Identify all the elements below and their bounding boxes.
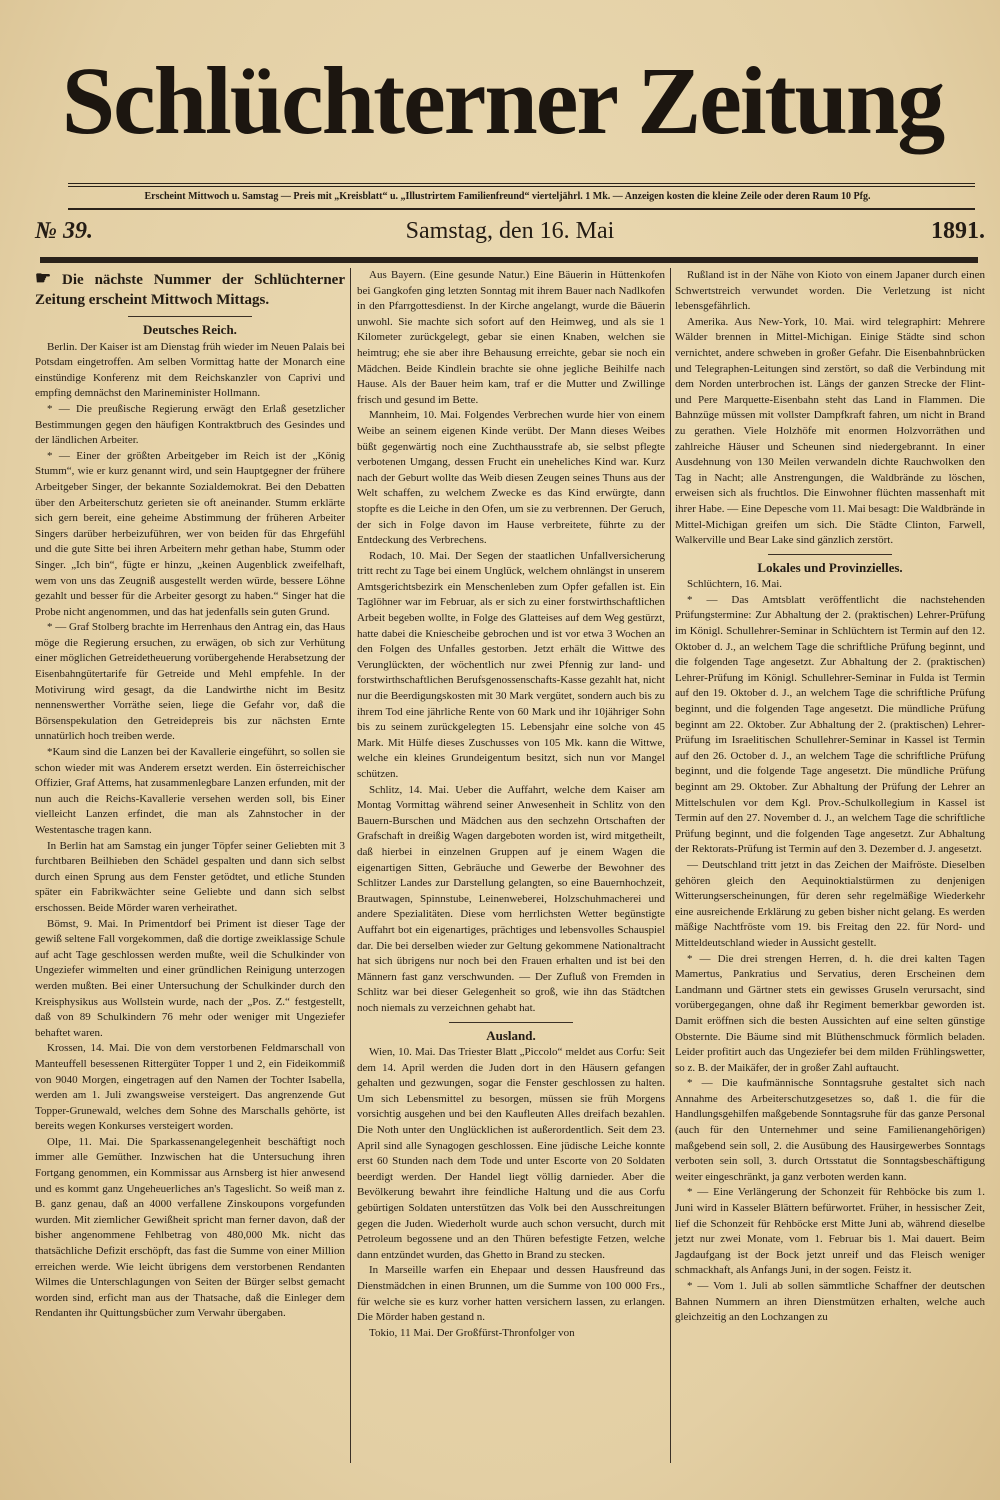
column-3 — [675, 268, 985, 1326]
article-paragraph: Wien, 10. Mai. Das Triester Blatt „Piccolo“ meldet aus Corfu: Seit dem 14. April werden die Juden dort in den Häusern gefangen gehalten und gezwungen, sogar die Fenster geschlossen zu halten. Um sich Lebensmittel zu besorgen, müssen sie früh Morgens vorsichtig ausgehen und bei den Kaufleuten Alles dreifach bezahlen. Die Noth unter den Unglücklichen ist außerordentlich. Seit dem 23. April sind alle Synagogen geschlossen. Eine jüdische Leiche konnte erst 60 Stunden nach dem Tode und unter Escorte von 20 Soldaten beerdigt werden. Der Handel liegt völlig darnieder. Aber die Bevölkerung bewahrt ihre feindliche Haltung und die aus Corfu gebürtigen Soldaten unterstützen das Volk bei den Ausschreitungen gegen die Juden. Wiederholt wurde auch schon versucht, durch mit Petroleum begossene und an den Thüren befestigte Fetzen, welche dann entzündet wurden, das Ghetto in Brand zu stecken. — [357, 1046, 665, 1261]
article-paragraph: Mannheim, 10. Mai. Folgendes Verbrechen wurde hier von einem Weibe an seinem eigenen Kinde verübt. Der Mann dieses Weibes büßt gegenwärtig noch eine Zuchthausstrafe ab, sie selbst pflegte verbotenen Umgang, dessen Frucht ein uneheliches Kind war. Kurz nach der Geburt wollte das Weib diesen Zeugen seines Thuns aus der Welt schaffen, zu welchem Zwecke es das Kind erwürgte, dann stopfte es die Leiche in den Ofen, um sie zu verbrennen. Der Geruch, der sich in Folge davon im Hause verbreitete, führte zu der Entdeckung des Verbrechens. — [357, 409, 665, 547]
article-list — [357, 268, 665, 1017]
pointing-hand-icon: ☛ — [35, 268, 52, 288]
column-1 — [35, 268, 345, 1322]
masthead-title: Schlüchterner Zeitung — [61, 47, 944, 154]
article-paragraph: Schlitz, 14. Mai. Ueber die Auffahrt, welche dem Kaiser am Montag Vormittag während seiner Anwesenheit in Schlitz von den Bauern-Burschen und Mädchen aus den sechzehn Ortschaften der Grafschaft in dreißig Wagen dargeboten worden ist, wird mitgetheilt, daß hierbei in einzelnen Gruppen auf je einem Wagen die eigenartigen Sitten, Gebräuche und Gewerbe der Bewohner des Schlitzer Landes zur Darstellung gelangten, so eine Bauernhochzeit, Brautwagen, Spinnstube, Leinenweberei, Holzschuhmacherei und andere Spezialitäten. Diese vom herrlichsten Wetter begünstigte Auffahrt bot ein eigenartiges, prächtiges und lebensvolles Schauspiel dar. Die bei derselben wieder zur Geltung gekommene Nationaltracht hat sich übrigens nur noch bei den Frauen erhalten und ist bei den Männern fast ganz verschwunden. — Der Zufluß von Fremden in Schlitz war bei dieser Gelegenheit so groß, wie ihn das Städtchen noch niemals zu verzeichnen gehabt hat. — [357, 783, 665, 1014]
article-paragraph: * — Das Amtsblatt veröffentlicht die nachstehenden Prüfungstermine: Zur Abhaltung der 2. (praktischen) Lehrer-Prüfung im Königl. Schullehrer-Seminar in Schlüchtern ist Termin auf den 12. Oktober d. J., an welchem Tage die schriftliche Prüfung beginnt, und die folgenden Tage angesetzt. Zur Abhaltung der 2. (praktischen) Lehrer-Prüfung im Königl. Schullehrer-Seminar in Fulda ist Termin auf den 19. Oktober d. J., an welchem Tage die schriftliche Prüfung beginnt, und die folgenden Tage angesetzt. Die mündliche Prüfung beginnt am 22. Oktober. Zur Abhaltung der 2. (praktischen) Lehrer-Prüfung im Israelitischen Schullehrer-Seminar in Kassel ist Termin auf den 26. October d. J., an welchem Tage die schriftliche Prüfung beginnt, und die folgende Tage angesetzt. Die mündliche Prüfung beginnt am 29. Oktober. Zur Abhaltung der Prüfung der Lehrer an Mittelschulen vor dem Kgl. Prov.-Schulkollegium in Kassel ist Termin auf den 27. November d. J., an welchem Tage die schriftliche Prüfung beginnt, und die folgenden Tage angesetzt. Zur Abhaltung der Rektorats-Prüfung ist Termin auf den 3. Dezember d. J. angesetzt. — [675, 593, 985, 856]
subscription-line: Erscheint Mittwoch u. Samstag — Preis mit „Kreisblatt“ u. „Illustrirtem Familienfreund“ vierteljährl. 1 Mk. — Anzeigen kosten die kleine Zeile oder deren Raum 10 Pfg. — [144, 191, 871, 202]
divider — [128, 316, 252, 317]
section-heading: Lokales und Provinzielles. — [757, 559, 903, 575]
divider — [768, 554, 892, 555]
article-paragraph: * — Eine Verlängerung der Schonzeit für Rehböcke bis zum 1. Juni wird in Kasseler Blättern befürwortet. Früher, in hessischer Zeit, lief die Schonzeit für Rehböcke erst Mitte Juni ab, während dieselbe jetzt nur zwei Monate, vom 1. Februar bis 1. Mai dauert. Beim Jagdaufgang ist der Bock jetzt unreif und das Fleisch weniger schmackhaft, als Anfangs Juni, in der sogen. Feistz it. — [675, 1186, 985, 1277]
section-heading: Ausland. — [486, 1027, 536, 1043]
article-paragraph: Krossen, 14. Mai. Die von dem verstorbenen Feldmarschall von Manteuffell besessenen Rittergüter Topper 1 und 2, ein Fideikommiß von 9040 Morgen, eingetragen auf den Namen der Tochter Isabella, werden am 1. Juli zwangsweise versteigert. Das angrenzende Gut Topper-Grunewald, welches dem Sohne des Marschalls gehörte, ist bereits wegen Konkurses versteigert worden. — [35, 1042, 345, 1133]
divider — [449, 1022, 572, 1023]
article-paragraph: Bömst, 9. Mai. In Primentdorf bei Priment ist dieser Tage der gewiß seltene Fall vorgekommen, daß die dortige zweiklassige Schule auf acht Tage geschlossen werden mußte, weil die Schulkinder von Ungeziefer wimmelten und einer gründlichen Reinigung unterzogen werden mußten. Bei einer Untersuchung der Schulkinder durch den Kreisphysikus aus Wollstein wurde, nach der „Pos. Z.“ festgestellt, daß von 89 Schulkindern 76 mehr oder weniger mit Ungeziefer behaftet waren. — [35, 917, 345, 1039]
column-rule — [350, 268, 351, 1463]
column-rule — [670, 268, 671, 1463]
article-paragraph: Amerika. Aus New-York, 10. Mai. wird telegraphirt: Mehrere Wälder brennen in Mittel-Michigan. Einige Städte sind schon vernichtet, andere schweben in großer Gefahr. Die Eisenbahnbrücken und Telegraphen-Leitungen sind zerstört, so daß die Verbindung mit dem Norden unterbrochen ist. Längs der ganzen Strecke der Flint- und Pere Marquette-Eisenbahn steht das Land in Flammen. Die Bahnzüge müssen mit vollster Dampfkraft fahren, um nicht in Brand zu gerathen. Viele Holzhöfe mit enormen Holzvorräthen und zahlreiche Häuser und Scheunen sind niedergebrannt. In einer Ausdehnung von 130 Meilen verwandeln dichte Rauchwolken den Tag in Nacht; alle Anstrengungen, die Waldbrände zu löschen, erweisen sich als fruchtlos. Die Einwohner flüchten massenhaft mit ihrer Habe. — Eine Depesche vom 11. Mai besagt: Die Waldbrände in Mittel-Michigan greifen um sich. Die Städte Clinton, Farwell, Walkerville und Bear Lake sind gänzlich zerstört. — [675, 315, 985, 547]
article-paragraph: * — Die kaufmännische Sonntagsruhe gestaltet sich nach Annahme des Arbeiterschutzgesetzes so, daß 1. die für die Handlungsgehilfen maßgebende Sonntagsruhe für das ganze Personal (auch für den Unternehmer und seine Familienangehörigen) maßgebend sein soll, 2. die Ausübung des Hausirgewerbes Sonntags verboten sein soll, 3. durch Ortsstatut die Sonntagsbeschäftigung weiter eingeschränkt, ja ganz verboten werden kann. — [675, 1077, 985, 1183]
next-issue-notice-text: Die nächste Nummer der Schlüchterner Zeitung erscheint Mittwoch Mittags. — [35, 272, 345, 308]
article-list — [675, 577, 985, 1326]
article-list — [675, 268, 985, 549]
article-paragraph: * — Graf Stolberg brachte im Herrenhaus den Antrag ein, das Haus möge die Regierung ersuchen, zu erwägen, ob sich zur Verhütung einer möglichen Getreidetheuerung vorübergehende Herabsetzung der Eisenbahngütertarife für Getreide und Mehl empfehle. In der Motivirung wird gesagt, da die Landwirthe nicht im Besitz nennenswerther Vorräthe seien, liege die Gefahr vor, daß die Börsenspekulation den Getreidepreis bis zur nächsten Ernte unnatürlich hoch treiben werde. — [35, 621, 345, 743]
article-paragraph: Aus Bayern. (Eine gesunde Natur.) Eine Bäuerin in Hüttenkofen bei Gangkofen ging letzten Sonntag mit ihrem Bauer nach Nadlkofen in den Pfarrgottesdienst. In der Kirche angelangt, wurde die Bäuerin unwohl. Sie machte sich sofort auf den Heimweg, und als sie 1 Kilometer zurückgelegt, gebar sie einen Knaben, welchen sie heimtrug; ehe sie aber ihre Behausung erreichte, gebar sie noch ein Mädchen. Beide Kindlein brachte sie ohne jegliche Beihilfe nach Hause. Als der Bauer heim kam, traf er die Mutter und Zwillinge frisch und gesund im Bette. — [357, 269, 665, 406]
article-paragraph: In Berlin hat am Samstag ein junger Töpfer seiner Geliebten mit 3 furchtbaren Beilhieben den Schädel gespalten und dann sich selbst durch einen Sprung aus dem Fenster getödtet, und etliche Stunden später ein Fabrikwächter seine Geliebte und dann sich selbst erschossen. Beide Mörder waren verheirathet. — [35, 839, 345, 914]
article-paragraph: In Marseille warfen ein Ehepaar und dessen Hausfreund das Dienstmädchen in einen Brunnen, um die Summe von 100 000 Frs., für welche sie es kurz vorher hatten versichern lassen, zu erlangen. Die Mörder haben gestand n. — [357, 1264, 665, 1324]
column-2 — [357, 268, 665, 1341]
divider — [68, 183, 975, 184]
article-paragraph: Olpe, 11. Mai. Die Sparkassenangelegenheit beschäftigt noch immer alle Gemüther. Inzwischen hat die Untersuchung ihren Fortgang genommen, ein Kommissar aus Arnsberg ist hier anwesend und es kommt ganz Ungeheuerliches an's Tageslicht. So weiß man z. B. ganz genau, daß an 4000 verfallene Zinskoupons vorgefunden wurden. Mit ziemlicher Gewißheit spricht man ferner davon, daß der bisher angenommene Fehlbetrag von 480,000 Mk. nicht das thatsächliche Defizit erschöpft, das fast die Summe von einer Million erreichen werde. Wie leicht übrigens dem verstorbenen Rendanten Wilmes die Unterschlagungen von Seiten der Bürger selbst gemacht worden sind, erficht man aus der Thatsache, daß die Einleger dem Rendanten ihr Quittungsbücher zum Verwahr übergaben. — [35, 1135, 345, 1320]
issue-number: № 39. — [35, 218, 93, 244]
divider — [68, 186, 975, 187]
article-paragraph: Berlin. Der Kaiser ist am Dienstag früh wieder im Neuen Palais bei Potsdam eingetroffen. Am selben Vormittag hatte der Monarch eine einstündige Konferenz mit dem Reichskanzler von Caprivi und empfing demnächst den Marineminister Hollmann. — [35, 340, 345, 400]
article-paragraph: * — Die drei strengen Herren, d. h. die drei kalten Tagen Mamertus, Pankratius und Servatius, deren Erscheinen dem Landmann und Gärtner stets ein gewisses Gruseln verursacht, sind vorübergegangen, ohne daß ihr Regiment bemerkbar geworden ist. Damit eröffnen sich die besten Aussichten auf eine selten günstige Obsternte. Die Bäume sind mit Blüthenschmuck förmlich beladen. Leider profitirt auch das Ungeziefer bei dem milden Frühlingswetter, so z. B. der Maikäfer, der in großer Zahl auftaucht. — [675, 952, 985, 1074]
issue-date: Samstag, den 16. Mai — [405, 218, 615, 244]
article-paragraph: Tokio, 11 Mai. Der Großfürst-Thronfolger von — [369, 1326, 575, 1339]
article-paragraph: * — Einer der größten Arbeitgeber im Reich ist der „König Stumm“, wie er kurz genannt wird, und sein Hauptgegner der frühere Arbeitgeber Singer, der bekannte Sozialdemokrat. Bei den Debatten über den Arbeiterschutz gerieten sie oft aneinander. Stumm erklärte sich gern bereit, eine geheime Abstimmung der früheren Arbeiter Singers darüber herbeizuführen, wer von beiden für das Ehrgefühl und die gute Sitte bei ihren Arbeitern mehr gethan habe, Stumm oder Singer. „Ich bin“, fügte er hinzu, „keinen Augenblick zweifelhaft, wem von uns das Zeugniß ausgestellt werden würde, bessere Löhne gezahlt und besser für die Arbeiter gesorgt zu haben.“ Singer hat die Probe nicht angenommen, und das hat jedenfalls sein guten Grund. — [35, 449, 345, 618]
article-paragraph: — Deutschland tritt jetzt in das Zeichen der Maifröste. Dieselben gehören gleich den Aequinoktialstürmen zu denjenigen Witterungserscheinungen, für deren sehr regelmäßige Wiederkehr eine ausreichende Erklärung zu geben bisher nicht gelang. Es werden mäßige Nachtfröste vom 19. bis Freitag den 22. für Nord- und Mitteldeutschland wieder in Aussicht gestellt. — [675, 858, 985, 949]
article-paragraph: Schlüchtern, 16. Mai. — [687, 578, 783, 591]
section-heading: Deutsches Reich. — [143, 322, 237, 337]
article-paragraph: Rodach, 10. Mai. Der Segen der staatlichen Unfallversicherung tritt recht zu Tage bei einem Unglück, welchem ohnlängst in unserem Amtsgerichtsbezirk ein Menschenleben zum Opfer gefallen ist. Ein Taglöhner war im Februar, als er sich zu einer forstwirthschaftlichen Arbeit begeben wollte, in Folge des Glatteises auf dem Weg gestürzt, hatte dabei die Kniescheibe gebrochen und ist vor etwa 3 Wochen an den Folgen des Unfalles gestorben. Jetzt erhält die Wittwe des Verunglückten, der wöchentlich nur zwei Pfennig zur land- und forstwirthschaftlichen Berufsgenossenschafts-Kasse gezahlt hat, nicht nur die Beerdigungskosten mit 30 Mark vergütet, sondern auch bis zu ihrem Tod eine jährliche Rente von 60 Mark und ihr 10jähriger Sohn bis zu seinem zurückgelegten 15. Lebensjahr eine solche von 45 Mark. Mit Hülfe dieses Zuschusses von 105 Mk. kann die Wittwe, welche ein kleines Grundeigentum besitzt, sich nun vor Mangel schützen. — [357, 549, 665, 780]
article-list — [35, 340, 345, 1322]
article-paragraph: * — Die preußische Regierung erwägt den Erlaß gesetzlicher Bestimmungen gegen den häufigen Kontraktbruch des Gesindes und der ländlichen Arbeiter. — [35, 402, 345, 447]
article-paragraph: *Kaum sind die Lanzen bei der Kavallerie eingeführt, so sollen sie schon wieder mit was Anderem ersetzt werden. Ein österreichischer Offizier, Graf Attems, hat zusammenlegbare Lanzen erfunden, mit der nun auch die Reichs-Kavallerie versehen werden soll, bis Einer vielleicht Lanzen erfindet, die man als Zahnstocher in der Westentasche tragen kann. — [35, 746, 345, 836]
article-list — [357, 1045, 665, 1341]
issue-year: 1891. — [931, 218, 985, 244]
next-issue-notice — [35, 268, 345, 310]
divider — [68, 208, 975, 210]
article-paragraph: * — Vom 1. Juli ab sollen sämmtliche Schaffner der deutschen Bahnen Nummern an ihren Dienstmützen erhalten, welche auch gleichzeitig an den Lochzangen zu — [675, 1280, 985, 1324]
issue-row — [35, 218, 985, 258]
article-paragraph: Rußland ist in der Nähe von Kioto von einem Japaner durch einen Schwertstreich verwundet worden. Die Verletzung ist nicht lebensgefährlich. — [675, 269, 985, 313]
divider — [40, 257, 978, 263]
